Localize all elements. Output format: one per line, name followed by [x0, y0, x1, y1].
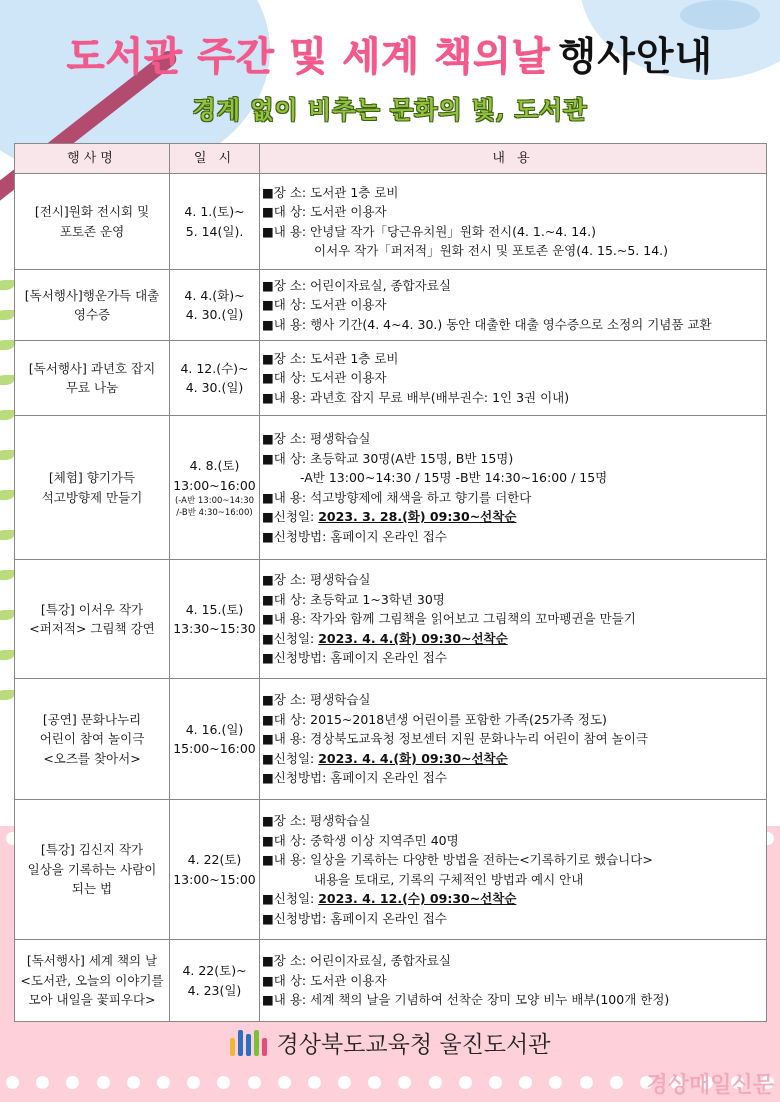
event-date	[170, 416, 260, 560]
table-row	[15, 800, 767, 940]
event-content	[260, 679, 767, 800]
event-content-line	[262, 990, 764, 1010]
table-row	[15, 174, 767, 270]
event-content-text: ■신청일:	[262, 891, 319, 906]
event-date-line: 4. 12.(수)~	[180, 360, 249, 376]
event-date	[170, 341, 260, 416]
schedule-table	[14, 143, 767, 1022]
table-body	[15, 174, 767, 1022]
event-content-line	[262, 749, 764, 769]
org-logo-icon	[230, 1030, 267, 1056]
event-name	[15, 940, 170, 1022]
event-date-line: 4. 22(토)~	[182, 963, 247, 978]
event-content-text: ■신청방법: 홈페이지 온라인 접수	[262, 528, 447, 544]
event-content-text: ■신청일:	[262, 630, 319, 646]
title-pink: 도서관 주간 및 세계 책의날	[66, 35, 551, 80]
event-content-line	[262, 507, 764, 527]
event-date	[170, 270, 260, 341]
event-name	[15, 270, 170, 341]
event-name-line: [독서행사]행운가득 대출	[24, 287, 160, 303]
event-content-line	[262, 590, 764, 610]
event-date	[170, 174, 260, 270]
event-name-line: 되는 법	[71, 881, 113, 897]
event-name-line: 석고방향제 만들기	[41, 489, 143, 505]
event-content-text: 이서우 작가「퍼저적」원화 전시 및 포토존 운영(4. 15.~5. 14.)	[314, 243, 669, 258]
header-content: 내 용	[260, 144, 767, 174]
event-content-text: ■대 상: 도서관 이용자	[262, 204, 387, 219]
header-date: 일 시	[170, 144, 260, 174]
event-name	[15, 560, 170, 679]
footer-org-name: 경상북도교육청 울진도서관	[276, 1032, 551, 1058]
apply-date: 2023. 4. 12.(수) 09:30~선착순	[318, 891, 517, 906]
event-content-text: ■내 용: 경상북도교육청 정보센터 지원 문화나누리 어린이 참여 놀이극	[262, 731, 648, 747]
event-content	[260, 174, 767, 270]
table-row	[15, 270, 767, 341]
event-content-line	[262, 648, 764, 668]
event-content-text: ■내 용: 행사 기간(4. 4~4. 30.) 동안 대출한 대출 영수증으로 소정의 기념품 교환	[262, 316, 712, 332]
event-name-line: <오즈를 찾아서>	[43, 750, 141, 766]
event-name-line: [특강] 이서우 작가	[40, 601, 144, 617]
event-name-line: 모아 내일을 꽃피우다>	[28, 992, 156, 1008]
event-content-line	[262, 349, 764, 369]
apply-date: 2023. 3. 28.(화) 09:30~선착순	[318, 509, 517, 524]
event-content	[260, 560, 767, 679]
event-content-text: ■대 상: 초등학교 30명(A반 15명, B반 15명)	[262, 450, 514, 466]
event-content-line	[262, 295, 764, 315]
table-row	[15, 940, 767, 1022]
event-date-line: 4. 23(일)	[187, 982, 242, 998]
event-content-text: ■장 소: 어린이자료실, 종합자료실	[262, 277, 451, 293]
event-content-line	[262, 488, 764, 508]
event-content-text: ■신청방법: 홈페이지 온라인 접수	[262, 650, 447, 666]
event-name-line: <도서관, 오늘의 이야기를	[20, 972, 164, 988]
event-date-note: /-B반 4:30~16:00)	[176, 508, 253, 518]
event-name-line: 무료 나눔	[65, 380, 119, 395]
event-date	[170, 800, 260, 940]
event-content-line	[262, 971, 764, 991]
apply-date: 2023. 4. 4.(화) 09:30~선착순	[318, 630, 508, 646]
event-content-line	[262, 951, 764, 971]
event-content-line	[262, 690, 764, 710]
event-content-line	[262, 870, 764, 890]
footer	[0, 1026, 780, 1059]
event-name	[15, 174, 170, 270]
header	[0, 26, 780, 125]
event-content-text: ■장 소: 평생학습실	[262, 692, 371, 708]
event-content-line	[262, 811, 764, 831]
event-content-text: ■내 용: 안녕달 작가「당근유치원」원화 전시(4. 1.~4. 14.)	[262, 223, 596, 239]
event-date-line: 13:00~15:00	[173, 871, 256, 887]
event-content-text: ■신청방법: 홈페이지 온라인 접수	[262, 770, 447, 786]
event-content-text: ■대 상: 도서관 이용자	[262, 297, 387, 313]
table-row	[15, 341, 767, 416]
table-row	[15, 560, 767, 679]
event-date-line: 5. 14(일).	[185, 223, 244, 239]
event-content-text: ■대 상: 도서관 이용자	[262, 972, 387, 988]
watermark: 경상매일신문	[646, 1073, 774, 1098]
event-content-line	[262, 388, 764, 408]
event-date-line: 4. 15.(토)	[185, 601, 244, 617]
event-content-line	[262, 850, 764, 870]
event-content-text: ■장 소: 평생학습실	[262, 813, 371, 828]
event-name	[15, 341, 170, 416]
event-content-text: ■내 용: 과년호 잡지 무료 배부(배부권수: 1인 3권 이내)	[262, 389, 570, 405]
event-content-line	[262, 202, 764, 222]
event-name-line: 영수증	[73, 307, 111, 322]
table-row	[15, 679, 767, 800]
event-content-text: ■대 상: 중학생 이상 지역주민 40명	[262, 832, 459, 848]
event-content-line	[262, 276, 764, 296]
event-name-line: [독서행사] 과년호 잡지	[28, 360, 156, 376]
page-subtitle: 경계 없이 비추는 문화의 빛, 도서관	[192, 95, 588, 124]
event-content-text: ■대 상: 2015~2018년생 어린이를 포함한 가족(25가족 정도)	[262, 711, 607, 727]
event-name-line: [전시]원화 전시회 및	[34, 204, 150, 219]
event-content-text: ■장 소: 평생학습실	[262, 431, 371, 446]
event-content-line	[262, 241, 764, 261]
event-date-line: 13:00~16:00	[173, 477, 256, 493]
event-content-line	[262, 315, 764, 335]
event-date-line: 15:00~16:00	[173, 741, 256, 756]
event-content-line	[262, 729, 764, 749]
event-content-line	[262, 768, 764, 788]
event-content-line	[262, 909, 764, 929]
event-date-line: 13:30~15:30	[173, 621, 256, 636]
event-content-line	[262, 468, 764, 488]
event-name-line: 어린이 참여 놀이극	[39, 731, 145, 747]
event-content-line	[262, 629, 764, 649]
event-date-line: 4. 30.(일)	[185, 380, 244, 395]
event-content-line	[262, 570, 764, 590]
event-content-text: -A반 13:00~14:30 / 15명 -B반 14:30~16:00 / 15명	[300, 470, 608, 485]
event-name-line: [독서행사] 세계 책의 날	[26, 953, 158, 969]
event-name-line: [공연] 문화나누리	[42, 711, 142, 727]
event-content-text: ■내 용: 석고방향제에 채색을 하고 향기를 더한다	[262, 489, 532, 505]
event-content-text: ■장 소: 도서관 1층 로비	[262, 184, 399, 200]
event-content-line	[262, 831, 764, 851]
event-date-line: 4. 4.(화)~	[184, 287, 245, 303]
event-content	[260, 800, 767, 940]
title-dark: 행사안내	[558, 35, 714, 80]
event-content-line	[262, 368, 764, 388]
page-title	[0, 26, 780, 82]
event-content-text: ■대 상: 도서관 이용자	[262, 370, 387, 386]
event-name	[15, 800, 170, 940]
event-name-line: [특강] 김신지 작가	[40, 842, 144, 858]
header-name: 행사명	[15, 144, 170, 174]
event-content-line	[262, 889, 764, 909]
event-date-line: 4. 30.(일)	[185, 307, 244, 322]
event-content-line	[262, 449, 764, 469]
table-header-row	[15, 144, 767, 174]
event-content-text: ■내 용: 작가와 함께 그림책을 읽어보고 그림책의 꼬마펭귄을 만들기	[262, 611, 636, 627]
event-content-text: ■내 용: 일상을 기록하는 다양한 방법을 전하는<기록하기로 했습니다>	[262, 852, 653, 867]
event-content-line	[262, 183, 764, 203]
event-content-line	[262, 527, 764, 547]
table-row	[15, 416, 767, 560]
event-content-text: ■장 소: 어린이자료실, 종합자료실	[262, 953, 451, 969]
event-content	[260, 416, 767, 560]
event-name	[15, 416, 170, 560]
event-content-text: ■장 소: 평생학습실	[262, 572, 371, 588]
event-content-line	[262, 609, 764, 629]
event-name-line: [체험] 향기가득	[48, 470, 136, 485]
event-content-text: ■내 용: 세계 책의 날을 기념하여 선착순 장미 모양 비누 배부(100개 한정)	[262, 992, 670, 1008]
event-content-line	[262, 710, 764, 730]
event-content-line	[262, 429, 764, 449]
event-name-line: 포토존 운영	[59, 223, 125, 239]
event-content-text: ■신청일:	[262, 509, 319, 524]
event-date	[170, 940, 260, 1022]
event-content	[260, 940, 767, 1022]
event-content	[260, 341, 767, 416]
event-date-line: 4. 22(토)	[187, 852, 242, 867]
event-date-line: 4. 8.(토)	[189, 458, 240, 473]
event-content-text: ■장 소: 도서관 1층 로비	[262, 350, 399, 366]
event-date-line: 4. 1.(토)~	[184, 204, 245, 219]
event-date	[170, 679, 260, 800]
event-name	[15, 679, 170, 800]
event-content-line	[262, 222, 764, 242]
event-content-text: ■신청방법: 홈페이지 온라인 접수	[262, 910, 447, 926]
event-content-text: 내용을 토대로, 기록의 구체적인 방법과 예시 안내	[314, 871, 584, 887]
event-content-text: ■신청일:	[262, 750, 319, 766]
apply-date: 2023. 4. 4.(화) 09:30~선착순	[318, 750, 508, 766]
event-content	[260, 270, 767, 341]
event-name-line: 일상을 기록하는 사람이	[27, 861, 157, 877]
event-name-line: <퍼저적> 그림책 강연	[29, 621, 155, 636]
event-date-line: 4. 16.(일)	[185, 721, 244, 737]
event-date-note: (-A반 13:00~14:30	[174, 496, 255, 506]
event-content-text: ■대 상: 초등학교 1~3학년 30명	[262, 591, 445, 607]
event-date	[170, 560, 260, 679]
